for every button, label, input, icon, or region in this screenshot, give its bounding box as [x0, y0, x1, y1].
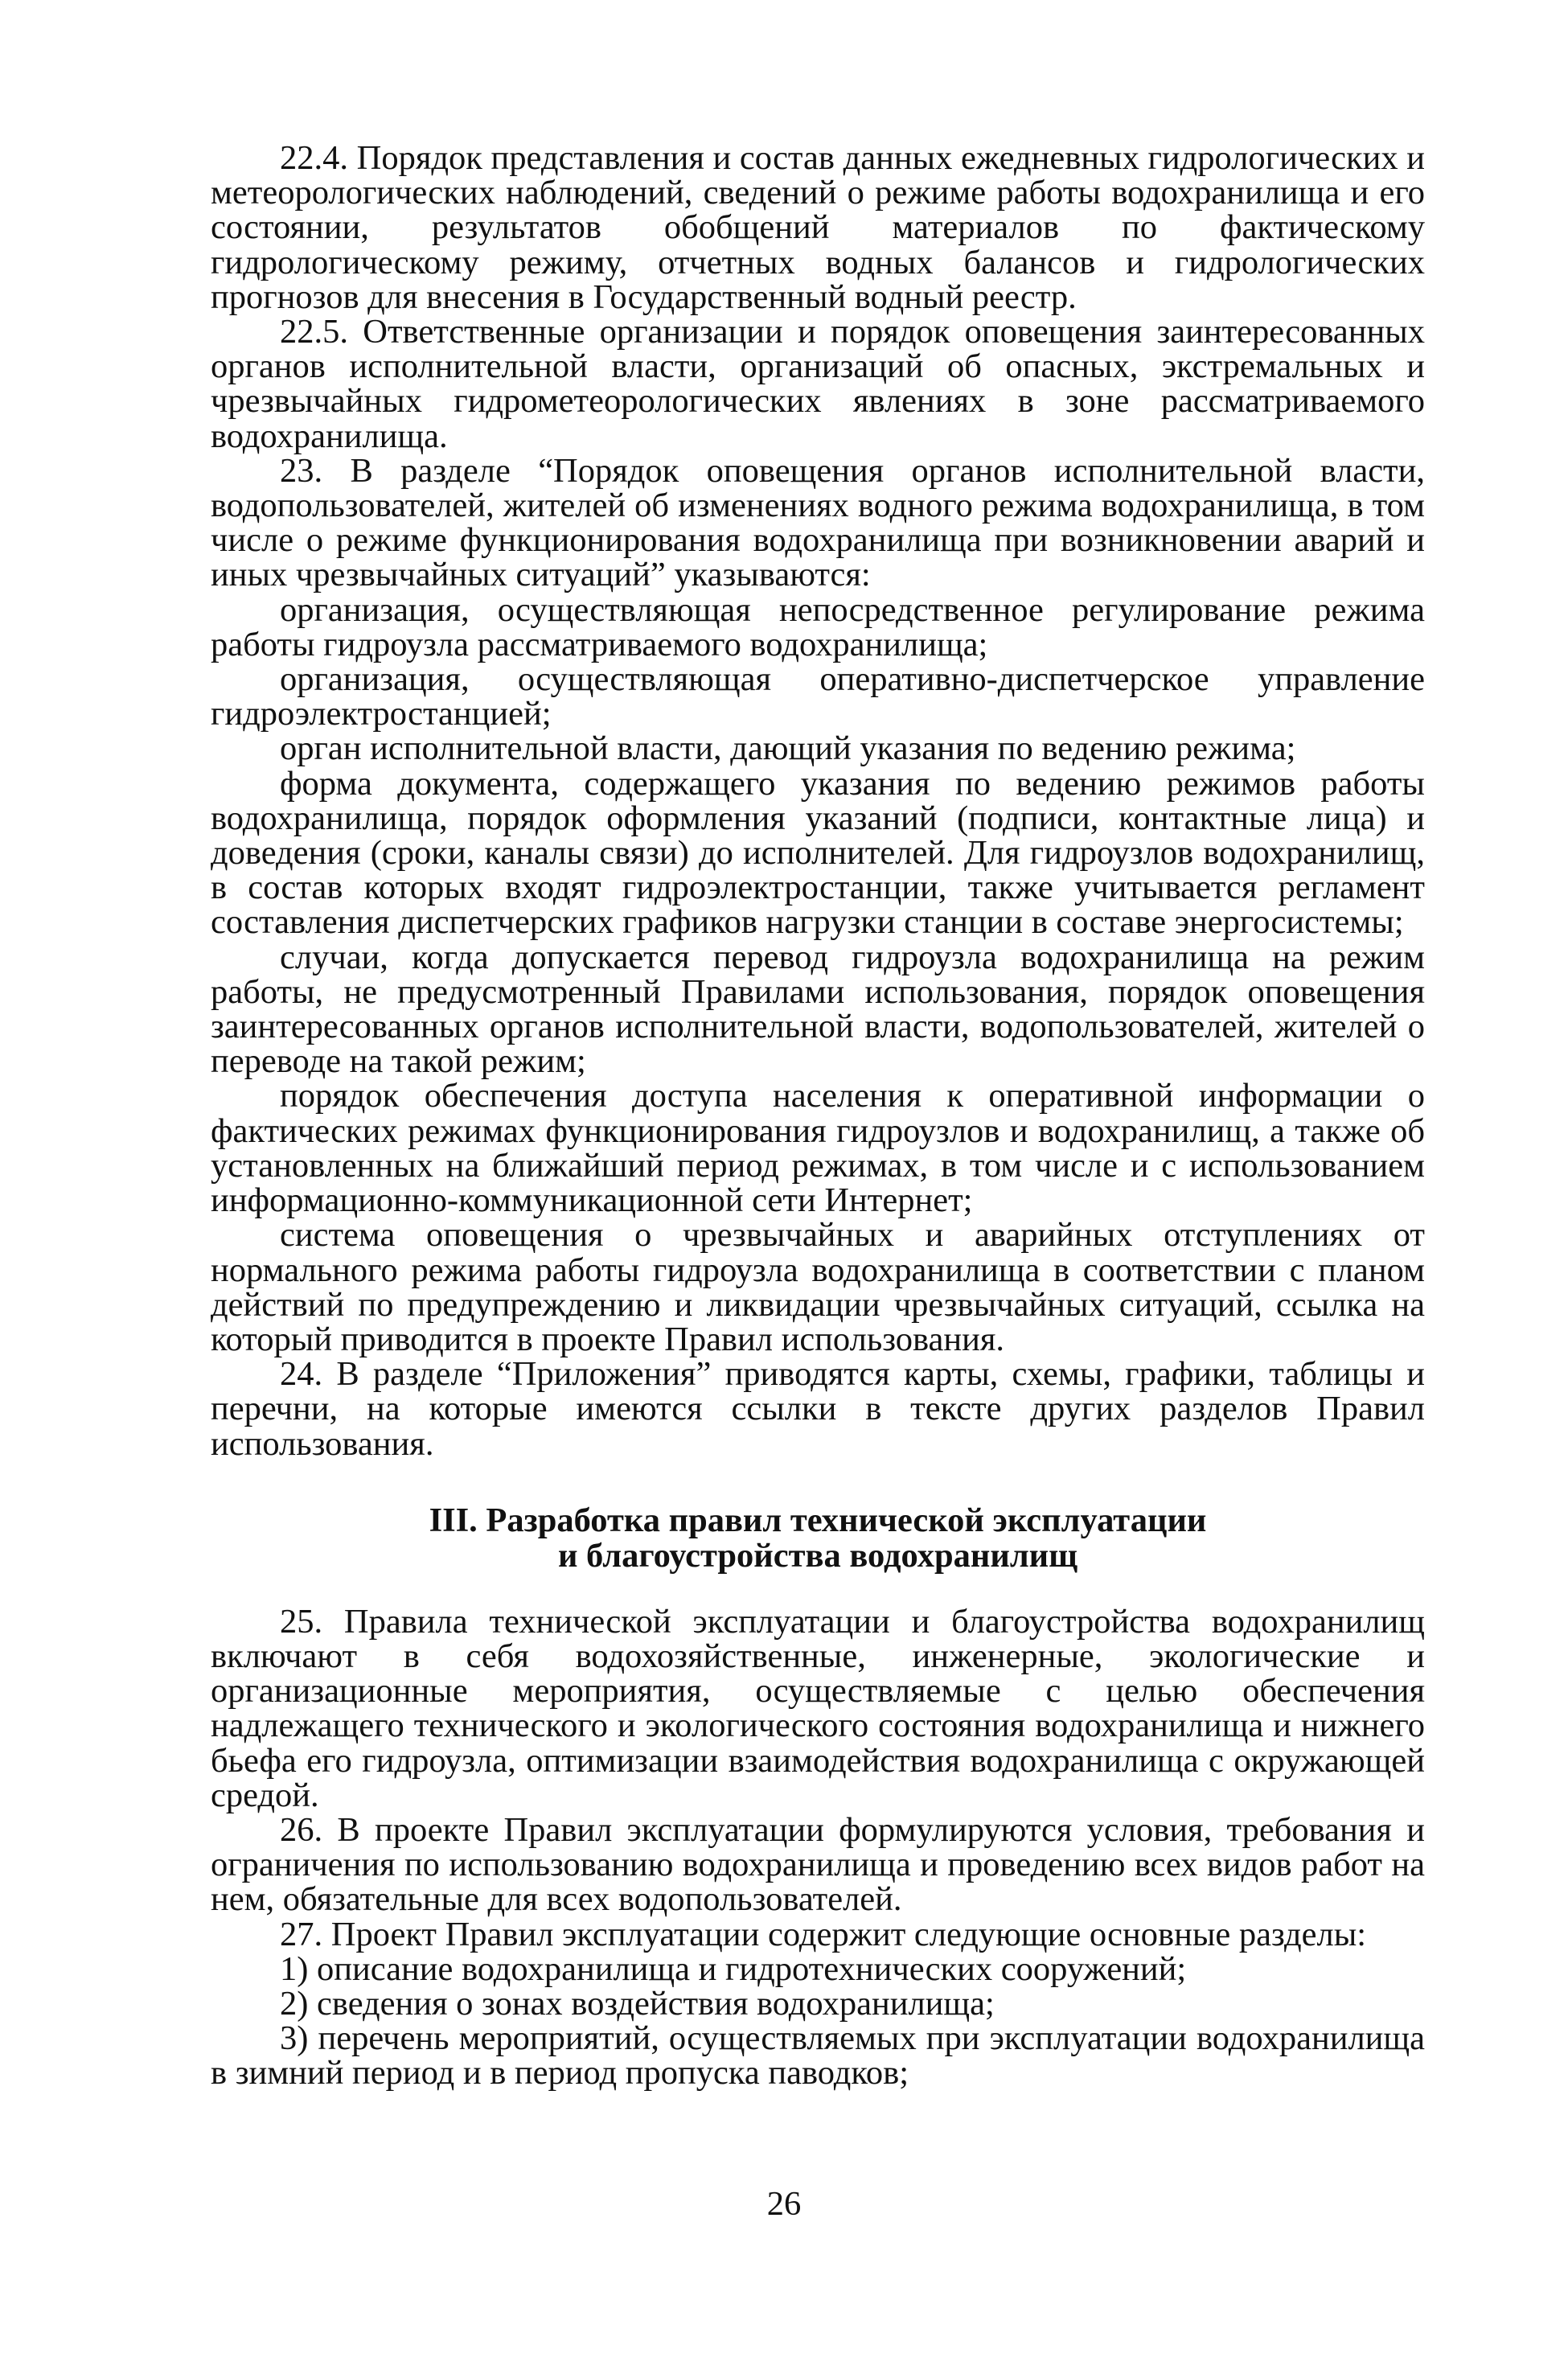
paragraph-26: 26. В проекте Правил эксплуатации формулируются условия, требования и ограничения по использованию водохранилища и проведению всех видов работ на нем, обязательные для всех водопользователей. [211, 1810, 1425, 1919]
list-item-executive-authority: орган исполнительной власти, дающий указания по ведению режима; [280, 729, 1296, 768]
paragraph-22-4: 22.4. Порядок представления и состав данных ежедневных гидрологических и метеорологических наблюдений, сведений о режиме работы водохранилища и его состоянии, результатов обобщений материалов по фактическому гидрологическому режиму, отчетных водных балансов и гидрологических прогнозов для внесения в Государственный водный реестр. [211, 139, 1425, 316]
paragraph-27: 27. Проект Правил эксплуатации содержит следующие основные разделы: [280, 1915, 1367, 1953]
section-heading-line-1: III. Разработка правил технической эксплуатации [429, 1501, 1207, 1539]
paragraph-23: 23. В разделе “Порядок оповещения органов исполнительной власти, водопользователей, жителей об изменениях водного режима водохранилища, в том числе о режиме функционирования водохранилища при возникновении аварий и иных чрезвычайных ситуаций” указываются: [211, 451, 1425, 594]
document-page [211, 141, 1425, 2091]
section-heading [211, 1503, 1425, 1574]
list-item-public-access: порядок обеспечения доступа населения к оперативной информации о фактических режимах функционирования гидроузлов и водохранилищ, а также об установленных на ближайший период режимах, в том числе и с использованием информационно-коммуникационной сети Интернет; [211, 1077, 1425, 1220]
list-item-1: 1) описание водохранилища и гидротехнических сооружений; [280, 1949, 1187, 1988]
list-item-alert-system: система оповещения о чрезвычайных и аварийных отступлениях от нормального режима работы гидроузла водохранилища в соответствии с планом действий по предупреждению и ликвидации чрезвычайных ситуаций, ссылка на который приводится в проекте Правил использования. [211, 1216, 1425, 1358]
list-item-regulating-organization: организация, осуществляющая непосредственное регулирование режима работы гидроузла рассматриваемого водохранилища; [211, 590, 1425, 663]
paragraph-22-5: 22.5. Ответственные организации и порядок оповещения заинтересованных органов исполнительной власти, организаций об опасных, экстремальных и чрезвычайных гидрометеорологических явлениях в зоне рассматриваемого водохранилища. [211, 313, 1425, 455]
list-item-dispatch-organization: организация, осуществляющая оперативно-диспетчерское управление гидроэлектростанцией; [211, 660, 1425, 733]
list-item-2: 2) сведения о зонах воздействия водохранилища; [280, 1984, 995, 2023]
list-item-document-form: форма документа, содержащего указания по ведению режимов работы водохранилища, порядок оформления указаний (подписи, контактные лица) и доведения (сроки, каналы связи) до исполнителей. Для гидроузлов водохранилищ, в состав которых входят гидроэлектростанции, также учитывается регламент составления диспетчерских графиков нагрузки станции в составе энергосистемы; [211, 764, 1425, 942]
list-item-3: 3) перечень мероприятий, осуществляемых при эксплуатации водохранилища в зимний период и в период пропуска паводков; [211, 2019, 1425, 2093]
list-item-mode-transfer-cases: случаи, когда допускается перевод гидроузла водохранилища на режим работы, не предусмотренный Правилами использования, порядок оповещения заинтересованных органов исполнительной власти, водопользователей, жителей о переводе на такой режим; [211, 938, 1425, 1081]
page-number: 26 [766, 2185, 802, 2223]
paragraph-24: 24. В разделе “Приложения” приводятся карты, схемы, графики, таблицы и перечни, на которые имеются ссылки в тексте других разделов Правил использования. [211, 1355, 1425, 1463]
paragraph-25: 25. Правила технической эксплуатации и благоустройства водохранилищ включают в себя водохозяйственные, инженерные, экологические и организационные мероприятия, осуществляемые с целью обеспечения надлежащего технического и экологического состояния водохранилища и нижнего бьефа его гидроузла, оптимизации взаимодействия водохранилища с окружающей средой. [211, 1602, 1425, 1814]
section-heading-line-2: и благоустройства водохранилищ [557, 1536, 1078, 1575]
